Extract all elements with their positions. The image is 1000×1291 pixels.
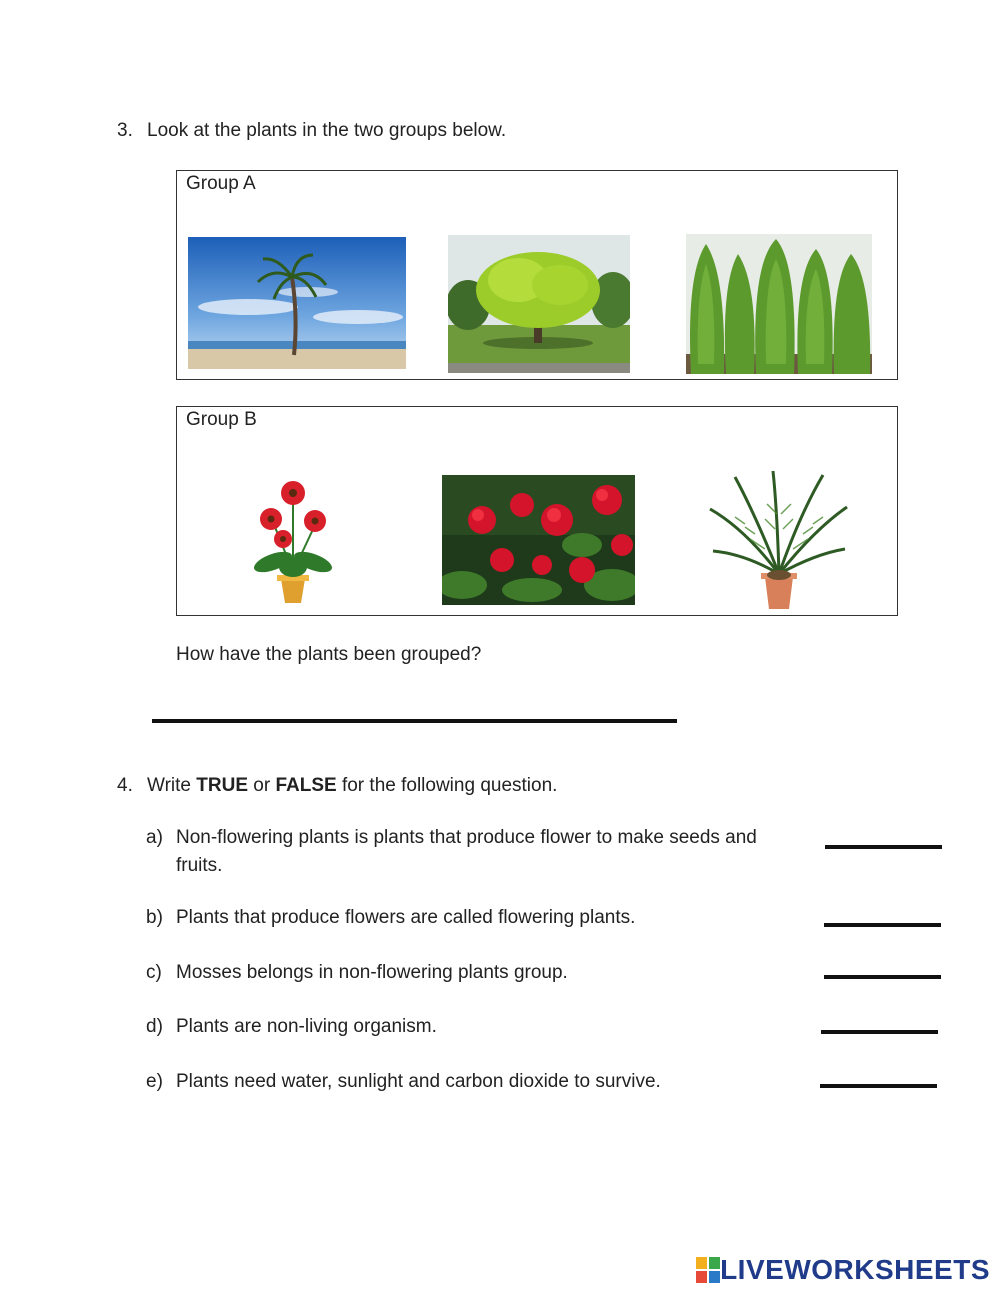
question-3-subprompt: How have the plants been grouped? <box>176 644 482 665</box>
conifer-trees-image <box>686 234 872 374</box>
question-4-prompt <box>117 773 557 799</box>
prompt-pre: Write <box>147 775 197 796</box>
prompt-false: FALSE <box>275 775 337 796</box>
group-b-label: Group B <box>186 409 257 430</box>
item-a-letter: a) <box>146 827 163 848</box>
item-d-text: Plants are non-living organism. <box>176 1016 437 1037</box>
prompt-or: or <box>248 775 276 796</box>
liveworksheets-logo <box>696 1250 990 1290</box>
cycad-plant-image <box>705 469 851 611</box>
green-tree-image <box>448 235 630 373</box>
question-number: 3. <box>117 120 133 141</box>
item-d-letter: d) <box>146 1016 163 1037</box>
answer-line-b[interactable] <box>824 923 941 927</box>
question-number: 4. <box>117 775 133 796</box>
question-text: Look at the plants in the two groups below. <box>147 120 507 141</box>
answer-line-c[interactable] <box>824 975 941 979</box>
item-e-text: Plants need water, sunlight and carbon dioxide to survive. <box>176 1071 661 1092</box>
logo-blocks-icon <box>696 1257 720 1283</box>
answer-line-a[interactable] <box>825 845 942 849</box>
group-b-box <box>176 406 898 616</box>
red-flowers-image <box>442 475 635 605</box>
group-a-label: Group A <box>186 173 256 194</box>
answer-line-d[interactable] <box>821 1030 938 1034</box>
prompt-true: TRUE <box>196 775 248 796</box>
item-b-text: Plants that produce flowers are called flowering plants. <box>176 907 636 928</box>
item-c-letter: c) <box>146 962 162 983</box>
question-3-prompt <box>117 118 506 144</box>
item-c-text: Mosses belongs in non-flowering plants group. <box>176 962 568 983</box>
item-e-letter: e) <box>146 1071 163 1092</box>
item-b-letter: b) <box>146 907 163 928</box>
answer-line-e[interactable] <box>820 1084 937 1088</box>
group-a-box <box>176 170 898 380</box>
logo-text: LIVEWORKSHEETS <box>720 1254 990 1285</box>
prompt-post: for the following question. <box>336 775 558 796</box>
potted-flower-image <box>243 477 343 603</box>
palm-tree-image <box>188 237 406 369</box>
item-a-text: Non-flowering plants is plants that produce flower to make seeds and fruits. <box>176 827 757 876</box>
answer-line-q3[interactable] <box>152 719 677 723</box>
